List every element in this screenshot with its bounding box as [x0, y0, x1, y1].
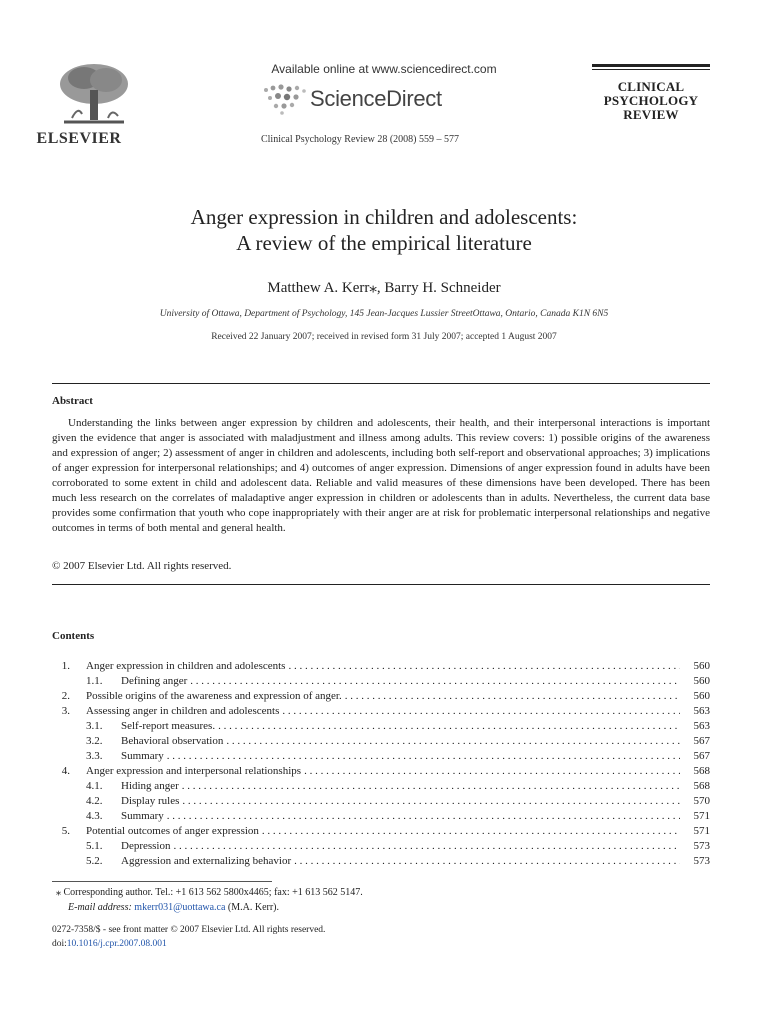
journal-logo [592, 64, 710, 122]
toc-entry[interactable] [52, 809, 710, 824]
toc-number: 1.1. [86, 675, 103, 687]
divider [52, 584, 710, 585]
journal-logo-line: REVIEW [623, 107, 679, 122]
toc-title [121, 779, 682, 794]
available-online-text: Available online at www.sciencedirect.com [271, 62, 497, 76]
toc-number: 4.2. [86, 795, 103, 807]
toc-page-number: 570 [680, 794, 710, 809]
toc-page-number: 560 [680, 659, 710, 674]
toc-title [121, 719, 682, 734]
toc-page-number: 571 [680, 824, 710, 839]
toc-number: 5.1. [86, 840, 103, 852]
journal-logo-rule-thin [592, 69, 710, 70]
abstract-heading: Abstract [52, 395, 93, 407]
toc-entry[interactable] [52, 839, 710, 854]
article-authors: Matthew A. Kerr⁎, Barry H. Schneider [267, 280, 501, 296]
toc-entry[interactable] [52, 659, 710, 674]
toc-page-number: 567 [680, 734, 710, 749]
toc-title-text: Behavioral observation [121, 735, 226, 747]
toc-title-text: Potential outcomes of anger expression [86, 825, 262, 837]
journal-logo-rule [592, 64, 710, 67]
toc-page-number: 573 [680, 839, 710, 854]
journal-logo-line: CLINICAL [617, 79, 685, 94]
toc-title-text: Self-report measures. [121, 720, 218, 732]
toc-page-number: 560 [680, 674, 710, 689]
toc-page-number: 571 [680, 809, 710, 824]
toc-number: 3.2. [86, 735, 103, 747]
email-label: E-mail address: [68, 902, 132, 913]
doi-line [52, 939, 167, 949]
toc-entry[interactable] [52, 794, 710, 809]
toc-title [86, 824, 682, 839]
article-title-line: Anger expression in children and adolescents: [190, 205, 578, 229]
abstract-body: Understanding the links between anger expression by children and adolescents, their health, and their interpersonal interactions is important given the evidence that anger is associated with maladjustment and illness among adults. This review covers: 1) possible origins of the awareness and expression of anger; 2) assessment of anger in children and adolescents, including both self-report and observational approaches; 3) implications of anger expression for interpersonal relationships; and 4) outcomes of anger expression. Dimensions of anger expression found in adults have been corroborated to some extent in child and adolescent data. Reliable and valid measures of these dimensions have been developed. There has been much less research on the correlates of maladaptive anger expression in children or adolescents than in adults. Nevertheless, the current data base provides some confirmation that youth who cope inappropriately with their anger are at risk for problematic interpersonal relationships and negative outcomes in terms of both mental and general health. [52, 417, 710, 534]
toc-title-text: Possible origins of the awareness and expression of anger. [86, 690, 345, 702]
toc-entry[interactable] [52, 764, 710, 779]
toc-entry[interactable] [52, 674, 710, 689]
article-title [0, 204, 768, 256]
front-matter-line: 0272-7358/$ - see front matter © 2007 Elsevier Ltd. All rights reserved. [52, 925, 326, 935]
toc-entry[interactable] [52, 779, 710, 794]
article-title-line: A review of the empirical literature [236, 231, 532, 255]
toc-page-number: 568 [680, 764, 710, 779]
toc-title-text: Anger expression and interpersonal relationships [86, 765, 304, 777]
toc-entry[interactable] [52, 749, 710, 764]
divider [52, 383, 710, 384]
toc-title-text: Hiding anger [121, 780, 182, 792]
contents-heading: Contents [52, 630, 95, 642]
toc-title [86, 689, 682, 704]
toc-page-number: 573 [680, 854, 710, 869]
publisher-name: ELSEVIER [36, 130, 122, 147]
sciencedirect-wordmark: ScienceDirect [310, 86, 442, 111]
sciencedirect-logo [262, 80, 472, 120]
toc-title-text: Summary [121, 810, 167, 822]
toc-title [121, 674, 682, 689]
toc-entry[interactable] [52, 719, 710, 734]
toc-title [121, 854, 682, 869]
toc-entry[interactable] [52, 854, 710, 869]
email-link[interactable]: mkerr031@uottawa.ca [134, 902, 226, 913]
email-note [68, 902, 279, 913]
toc-entry[interactable] [52, 824, 710, 839]
toc-title [86, 764, 682, 779]
journal-logo-text [592, 80, 710, 122]
toc-number: 5. [61, 825, 70, 837]
toc-page-number: 563 [680, 719, 710, 734]
toc-title [121, 809, 682, 824]
toc-title-text: Aggression and externalizing behavior [121, 855, 294, 867]
toc-entry[interactable] [52, 704, 710, 719]
toc-page-number: 560 [680, 689, 710, 704]
toc-title-text: Assessing anger in children and adolescents [86, 705, 282, 717]
toc-title-text: Defining anger [121, 675, 190, 687]
toc-page-number: 563 [680, 704, 710, 719]
corresponding-author-note: ⁎ Corresponding author. Tel.: +1 613 562 5800x4465; fax: +1 613 562 5147. [56, 887, 363, 898]
toc-title-text: Depression [121, 840, 174, 852]
toc-title-text: Summary [121, 750, 167, 762]
email-suffix: (M.A. Kerr). [227, 902, 280, 913]
doi-label: doi: [52, 939, 67, 949]
journal-logo-line: PSYCHOLOGY [603, 93, 699, 108]
toc-number: 1. [61, 660, 70, 672]
abstract-copyright: © 2007 Elsevier Ltd. All rights reserved. [52, 560, 232, 572]
toc-title [121, 839, 682, 854]
toc-title-text: Display rules [121, 795, 182, 807]
toc-title-text: Anger expression in children and adolescents [86, 660, 288, 672]
toc-entry[interactable] [52, 689, 710, 704]
toc-page-number: 568 [680, 779, 710, 794]
toc-page-number: 567 [680, 749, 710, 764]
footnote-rule [52, 881, 272, 882]
table-of-contents [52, 659, 710, 869]
toc-title [86, 659, 682, 674]
toc-number: 3.3. [86, 750, 103, 762]
journal-citation: Clinical Psychology Review 28 (2008) 559 – 577 [260, 134, 460, 145]
toc-number: 3.1. [86, 720, 103, 732]
sciencedirect-dots-icon [262, 82, 308, 116]
toc-number: 2. [61, 690, 70, 702]
received-dates: Received 22 January 2007; received in revised form 31 July 2007; accepted 1 August 2007 [211, 332, 557, 342]
toc-number: 4. [61, 765, 70, 777]
toc-number: 5.2. [86, 855, 103, 867]
doi-link[interactable]: 10.1016/j.cpr.2007.08.001 [66, 939, 167, 949]
toc-number: 4.3. [86, 810, 103, 822]
toc-number: 3. [61, 705, 70, 717]
toc-title [121, 749, 682, 764]
toc-title [86, 704, 682, 719]
author-affiliation: University of Ottawa, Department of Psychology, 145 Jean-Jacques Lussier StreetOttawa, Ontario, Canada K1N 6N5 [159, 309, 609, 319]
toc-title [121, 734, 682, 749]
toc-number: 4.1. [86, 780, 103, 792]
toc-entry[interactable] [52, 734, 710, 749]
toc-title [121, 794, 682, 809]
